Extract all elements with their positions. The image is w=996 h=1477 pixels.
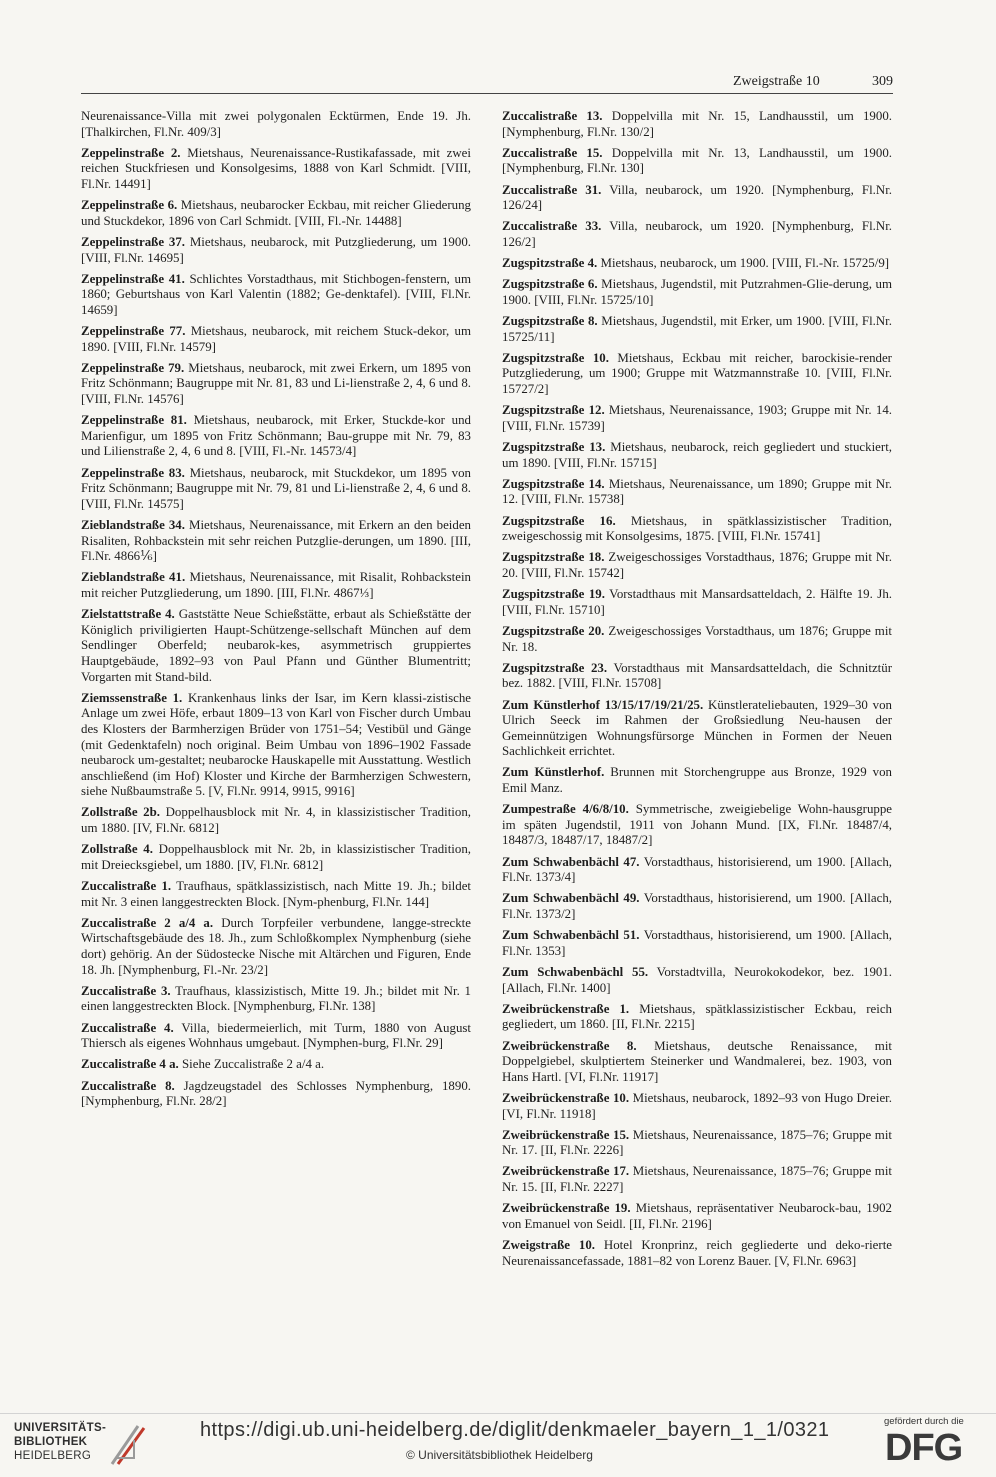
entry-street: Zugspitzstraße 14. <box>502 476 605 491</box>
entry <box>502 109 892 140</box>
entry-street: Zum Schwabenbächl 49. <box>502 891 640 906</box>
entry-street: Zeppelinstraße 6. <box>81 198 178 213</box>
funding-note: gefördert durch die <box>884 1416 964 1427</box>
entry <box>81 805 471 836</box>
entry-text: Durch Torpfeiler verbundene, langge-streckte Wirtschaftsgebäude des 18. Jh., zum Schloßkomplex Nymphenburg (siehe dort) gehörig. An der Südostecke Nische mit Altärchen und Figuren, Ende 18. Jh. [Nymphenburg, Fl.-Nr. 23/2] <box>81 915 471 977</box>
entry-street: Zuccalistraße 8. <box>81 1078 175 1093</box>
library-mark-icon <box>108 1420 148 1468</box>
entry-street: Zugspitzstraße 19. <box>502 587 605 602</box>
entry-text: Mietshaus, neubarock, reich gegliedert und stuckiert, um 1890. [VIII, Fl.Nr. 15715] <box>502 440 892 470</box>
entry-text: Künstlerateliebauten, 1929–30 von Ulrich Seeck im Rahmen der Großsiedlung Neu-hausen der Gemeinnützigen Wohnungsfürsorge München in Formen der Neuen Sachlichkeit errichtet. <box>502 697 892 759</box>
entry-street: Zweigstraße 10. <box>502 1238 596 1253</box>
university-library-logo[interactable] <box>14 1420 144 1470</box>
entry-street: Zugspitzstraße 23. <box>502 660 608 675</box>
entry-street: Zugspitzstraße 12. <box>502 403 605 418</box>
entry-street: Zugspitzstraße 20. <box>502 623 605 638</box>
library-name-line-3: HEIDELBERG <box>14 1450 92 1462</box>
entry-street: Zollstraße 4. <box>81 842 153 857</box>
entry-street: Zollstraße 2b. <box>81 805 161 820</box>
entry <box>81 1021 471 1052</box>
entry-text: Vorstadthaus, historisierend, um 1900. [Allach, Fl.Nr. 1373/2] <box>502 891 892 921</box>
entry-text: Traufhaus, klassizistisch, Mitte 19. Jh.; bildet mit Nr. 1 einen langgestreckten Block. [Nymphenburg, Fl.Nr. 138] <box>81 983 472 1014</box>
entry-text: Mietshaus, Neurenaissance-Rustikafassade, mit zwei reichen Stuckfriesen und Konsolgesims, 1888 von Karl Schmidt. [VIII, Fl.Nr. 14491] <box>81 145 471 191</box>
entry-text: Mietshaus, neubarock, 1892–93 von Hugo Dreier. [VI, Fl.Nr. 11918] <box>502 1090 892 1121</box>
entry-street: Zumpestraße 4/6/8/10. <box>502 802 629 817</box>
entry-street: Zugspitzstraße 10. <box>502 350 609 365</box>
entry-street: Zum Schwabenbächl 47. <box>502 854 640 869</box>
source-url-link[interactable]: https://digi.ub.uni-heidelberg.de/diglit/denkmaeler_bayern_1_1/0321 <box>200 1419 830 1441</box>
entry-street: Zuccalistraße 4 a. <box>81 1057 179 1072</box>
entry-text: Mietshaus, Neurenaissance, 1875–76; Gruppe mit Nr. 15. [II, Fl.Nr. 2227] <box>502 1164 892 1195</box>
entry <box>502 514 892 545</box>
entry <box>81 984 471 1015</box>
entry-text: Mietshaus, in spätklassizistischer Tradition, zweigeschossig mit Konsolgesims, 1875. [VIII, Fl.Nr. 15741] <box>502 513 892 544</box>
entry-text: Mietshaus, neubarock, mit reichem Stuck-dekor, um 1890. [VIII, Fl.Nr. 14579] <box>81 324 471 354</box>
entry-text: Doppelhausblock mit Nr. 2b, in klassizistischer Tradition, mit Dreiecksgiebel, um 1880. [IV, Fl.Nr. 6812] <box>81 842 471 872</box>
entry-text: Mietshaus, neubarock, um 1900. [VIII, Fl.-Nr. 15725/9] <box>600 256 890 271</box>
entry <box>502 855 892 886</box>
entry <box>502 1002 892 1033</box>
entry-street: Zeppelinstraße 41. <box>81 271 185 286</box>
entry <box>502 1091 892 1122</box>
entry-street: Zuccalistraße 3. <box>81 983 171 998</box>
entry-text: Vorstadthaus mit Mansardsatteldach, 2. Hälfte 19. Jh. [VIII, Fl.Nr. 15710] <box>502 587 892 617</box>
entry-text: Mietshaus, Jugendstil, mit Erker, um 1900. [VIII, Fl.Nr. 15725/11] <box>502 314 892 344</box>
entry <box>502 1039 892 1086</box>
entry <box>502 1164 892 1195</box>
entry <box>502 624 892 655</box>
page-number: 309 <box>872 74 893 89</box>
entry <box>81 198 471 229</box>
running-head <box>733 74 893 94</box>
entry-text: Doppelvilla mit Nr. 13, Landhausstil, um 1900. [Nymphenburg, Fl.Nr. 130] <box>502 145 892 176</box>
entry <box>502 802 892 849</box>
entry-street: Zuccalistraße 15. <box>502 145 603 160</box>
left-column <box>81 109 471 1115</box>
entry-street: Zuccalistraße 33. <box>502 219 602 234</box>
entry <box>502 1128 892 1159</box>
entry-street: Zum Schwabenbächl 51. <box>502 928 640 943</box>
entry-text: Mietshaus, neubarock, mit zwei Erkern, um 1895 von Fritz Schönmann; Baugruppe mit Nr. 81, 83 und Li-lienstraße 2, 4, 6 und 8. [VIII, Fl.Nr. 14576] <box>81 360 471 407</box>
entry <box>502 965 892 996</box>
running-title: Zweigstraße 10 <box>733 74 820 89</box>
entry <box>81 518 471 565</box>
entry <box>81 235 471 266</box>
entry-text: Brunnen mit Storchengruppe aus Bronze, 1929 von Emil Manz. <box>502 765 892 796</box>
entry-street: Zuccalistraße 2 a/4 a. <box>81 915 214 930</box>
copyright-notice: © Universitätsbibliothek Heidelberg <box>406 1448 593 1462</box>
entry-text: Villa, biedermeierlich, mit Turm, 1880 von August Thiersch als eigenes Wohnhaus umgebaut. [Nymphen-burg, Fl.Nr. 29] <box>81 1020 471 1051</box>
entry-text: Doppelhausblock mit Nr. 4, in klassizistischer Tradition, um 1880. [IV, Fl.Nr. 6812] <box>81 805 471 836</box>
entry-street: Zum Künstlerhof. <box>502 765 605 780</box>
entry-street: Zugspitzstraße 4. <box>502 256 598 271</box>
entry <box>502 219 892 250</box>
entry-street: Ziemssenstraße 1. <box>81 690 183 705</box>
entry <box>502 314 892 345</box>
entry-street: Zweibrückenstraße 19. <box>502 1201 631 1216</box>
entry-street: Zeppelinstraße 81. <box>81 413 187 428</box>
entry-street: Zieblandstraße 41. <box>81 570 186 585</box>
entry-street: Zweibrückenstraße 1. <box>502 1001 630 1016</box>
entry <box>502 477 892 508</box>
entry <box>502 928 892 959</box>
entry-text: Mietshaus, Neurenaissance, mit Erkern an den beiden Risaliten, Rohbackstein mit sehr reichen Putzglie-derungen, um 1890. [III, Fl.Nr. 4866⅙] <box>81 518 471 564</box>
entry-text: Jagdzeugstadel des Schlosses Nymphenburg, 1890. [Nymphenburg, Fl.Nr. 28/2] <box>81 1078 471 1109</box>
entry-text: Mietshaus, Neurenaissance, 1875–76; Gruppe mit Nr. 17. [II, Fl.Nr. 2226] <box>502 1127 892 1158</box>
entry-text: Symmetrische, zweigiebelige Wohn-hausgruppe im späten Jugendstil, 1911 von Johann Mund. [IX, Fl.Nr. 18487/4, 18487/3, 18487/17, 18487/2] <box>502 802 892 848</box>
entry-street: Zugspitzstraße 8. <box>502 314 598 329</box>
entry-street: Zugspitzstraße 18. <box>502 550 605 565</box>
entry-text: Mietshaus, neubarock, mit Stuckdekor, um 1895 von Fritz Schönmann; Baugruppe mit Nr. 79, 81 und Li-lienstraße 2, 4, 6 und 8. [VIII, Fl.Nr. 14575] <box>81 465 471 511</box>
entry <box>502 183 892 214</box>
entry-street: Zuccalistraße 1. <box>81 879 172 894</box>
entry-text: Hotel Kronprinz, reich gegliederte und deko-rierte Neurenaissancefassade, 1881–82 von Lorenz Bauer. [V, Fl.Nr. 6963] <box>502 1238 892 1268</box>
entry <box>81 324 471 355</box>
entry <box>81 916 471 978</box>
entry-street: Zieblandstraße 34. <box>81 518 185 532</box>
entry <box>502 550 892 581</box>
entry-street: Zugspitzstraße 13. <box>502 440 606 455</box>
dfg-logo[interactable]: DFG <box>885 1427 963 1469</box>
entry-street: Zuccalistraße 13. <box>502 109 603 123</box>
entry <box>81 570 471 601</box>
entry <box>81 109 471 140</box>
entry <box>502 277 892 308</box>
entry <box>502 587 892 618</box>
entry-text: Mietshaus, neubarocker Eckbau, mit reicher Gliederung und Stuckdekor, 1896 von Carl Schmidt. [VIII, Fl.-Nr. 14488] <box>81 198 471 228</box>
entry-street: Zum Künstlerhof 13/15/17/19/21/25. <box>502 697 704 712</box>
entry <box>81 1057 471 1073</box>
entry-text: Vorstadthaus, historisierend, um 1900. [Allach, Fl.Nr. 1353] <box>502 928 892 958</box>
entry <box>81 466 471 513</box>
entry <box>502 1201 892 1232</box>
entry <box>81 413 471 460</box>
entry-street: Zweibrückenstraße 8. <box>502 1038 637 1053</box>
entry-text: Mietshaus, Neurenaissance, 1903; Gruppe mit Nr. 14. [VIII, Fl.Nr. 15739] <box>502 403 892 433</box>
header-rule <box>81 93 893 94</box>
entry-street: Zum Schwabenbächl 55. <box>502 964 649 979</box>
entry <box>502 256 892 272</box>
entry-text: Gaststätte Neue Schießstätte, erbaut als Schießstätte der Königlich priviligierten Haupt-Schützenge-sellschaft München auf dem Sendlinger Oberfeld; neubarok-kes, asymmetrisch gruppiertes Hauptgebäude, 1892–93 von Paul Pfann und Günther Blumentritt; Vorgarten mit Stand-bild. <box>81 607 471 684</box>
entry <box>502 891 892 922</box>
entry-street: Zeppelinstraße 77. <box>81 324 186 339</box>
entry-text: Vorstadthaus, historisierend, um 1900. [Allach, Fl.Nr. 1373/4] <box>502 854 892 885</box>
entry-street: Zuccalistraße 4. <box>81 1020 174 1035</box>
entry-text: Schlichtes Vorstadthaus, mit Stichbogen-fenstern, um 1860; Geburtshaus von Karl Valentin (1882; Ge-denktafel). [VIII, Fl.Nr. 14659] <box>81 271 472 317</box>
entry-text: Doppelvilla mit Nr. 15, Landhausstil, um 1900. [Nymphenburg, Fl.Nr. 130/2] <box>502 109 892 139</box>
entry <box>502 440 892 471</box>
entry-text: Zweigeschossiges Vorstadthaus, 1876; Gruppe mit Nr. 20. [VIII, Fl.Nr. 15742] <box>502 550 892 580</box>
entry-street: Zugspitzstraße 16. <box>502 513 616 528</box>
entry-text: Zweigeschossiges Vorstadthaus, um 1876; Gruppe mit Nr. 18. <box>502 623 892 654</box>
entry <box>81 1079 471 1110</box>
entry <box>502 403 892 434</box>
entry-text: Mietshaus, Eckbau mit reicher, barockisie-render Putzgliederung, um 1900; Gruppe mit Watzmannstraße 10. [VIII, Fl.Nr. 15727/2] <box>502 350 892 397</box>
entry-street: Zeppelinstraße 79. <box>81 360 185 375</box>
entry-text: Mietshaus, deutsche Renaissance, mit Doppelgiebel, skulptiertem Steinerker und Wandmalerei, bez. 1903, von Hans Hartl. [VI, Fl.Nr. 11917] <box>502 1038 892 1084</box>
entry-text: Vorstadtvilla, Neurokokodekor, bez. 1901. [Allach, Fl.Nr. 1400] <box>502 964 893 995</box>
entry <box>502 765 892 796</box>
entry-text: Neurenaissance-Villa mit zwei polygonalen Ecktürmen, Ende 19. Jh. [Thalkirchen, Fl.Nr. 409/3] <box>81 109 471 139</box>
entry-text: Mietshaus, repräsentativer Neubarock-bau, 1902 von Emanuel von Seidl. [II, Fl.Nr. 2196] <box>502 1201 892 1231</box>
entry-text: Mietshaus, Neurenaissance, um 1890; Gruppe mit Nr. 12. [VIII, Fl.Nr. 15738] <box>502 476 893 507</box>
entry-street: Zuccalistraße 31. <box>502 182 602 197</box>
entry-street: Zugspitzstraße 6. <box>502 277 598 292</box>
entry <box>502 1238 892 1269</box>
entry-street: Zweibrückenstraße 17. <box>502 1164 630 1179</box>
entry-text: Mietshaus, Neurenaissance, mit Risalit, Rohbackstein mit reicher Putzgliederung, um 1890. [III, Fl.Nr. 4867⅓] <box>81 570 472 600</box>
entry <box>81 842 471 873</box>
entry-text: Vorstadthaus mit Mansardsatteldach, die Schnitztür bez. 1882. [VIII, Fl.Nr. 15708] <box>502 660 892 691</box>
library-name-line-2: BIBLIOTHEK <box>14 1436 88 1448</box>
entry-street: Zielstattstraße 4. <box>81 607 175 622</box>
footer-divider <box>0 1413 996 1414</box>
entry <box>81 879 471 910</box>
entry-text: Krankenhaus links der Isar, im Kern klassi-zistische Anlage um zwei Höfe, erbaut 1809–13 von Karl von Fischer durch Umbau des Klosters der Barmherzigen Brüder von 1751–54; Vestibül und Gänge (mit Gedenktafeln) noch original. Beim Umbau von 1896–1902 Fassade neubarock um-gestaltet; neubarocke Hauskapelle mit Ausstattung. Westlich anschließend (im Hof) Kloster und Kirche der Barmherzigen Schwestern, siehe Nußbaumstraße 5. [V, Fl.Nr. 9914, 9915, 9916] <box>81 690 471 799</box>
entry <box>81 272 471 319</box>
entry-text: Villa, neubarock, um 1920. [Nymphenburg, Fl.Nr. 126/24] <box>502 182 892 213</box>
entry <box>502 698 892 760</box>
entry-text: Mietshaus, spätklassizistischer Eckbau, reich gegliedert, um 1860. [II, Fl.Nr. 2215] <box>502 1001 893 1032</box>
right-column <box>502 109 892 1275</box>
entry-street: Zweibrückenstraße 10. <box>502 1090 630 1105</box>
entry-street: Zweibrückenstraße 15. <box>502 1127 630 1142</box>
entry <box>502 351 892 398</box>
entry <box>81 146 471 193</box>
entry-text: Siehe Zuccalistraße 2 a/4 a. <box>181 1057 325 1072</box>
entry <box>502 146 892 177</box>
entry-text: Mietshaus, neubarock, mit Putzgliederung, um 1900. [VIII, Fl.Nr. 14695] <box>81 234 471 265</box>
entry-text: Mietshaus, Jugendstil, mit Putzrahmen-Glie-derung, um 1900. [VIII, Fl.Nr. 15725/10] <box>502 277 892 307</box>
entry-street: Zeppelinstraße 37. <box>81 234 186 249</box>
entry-text: Mietshaus, neubarock, mit Erker, Stuckde-kor und Marienfigur, um 1895 von Fritz Schönmann; Bau-gruppe mit Nr. 79, 83 und Lilienstraße 2, 4, 6 und 8. [VIII, Fl.-Nr. 14573/4] <box>81 413 471 459</box>
entry <box>502 661 892 692</box>
entry-street: Zeppelinstraße 83. <box>81 465 185 480</box>
library-name-line-1: UNIVERSITÄTS- <box>14 1422 107 1434</box>
entry <box>81 607 471 685</box>
entry <box>81 691 471 800</box>
entry-street: Zeppelinstraße 2. <box>81 145 181 160</box>
entry <box>81 361 471 408</box>
entry-text: Traufhaus, spätklassizistisch, nach Mitte 19. Jh.; bildet mit Nr. 3 einen langgestreckten Block. [Nym-phenburg, Fl.Nr. 144] <box>81 879 472 909</box>
entry-text: Villa, neubarock, um 1920. [Nymphenburg, Fl.Nr. 126/2] <box>502 219 892 249</box>
